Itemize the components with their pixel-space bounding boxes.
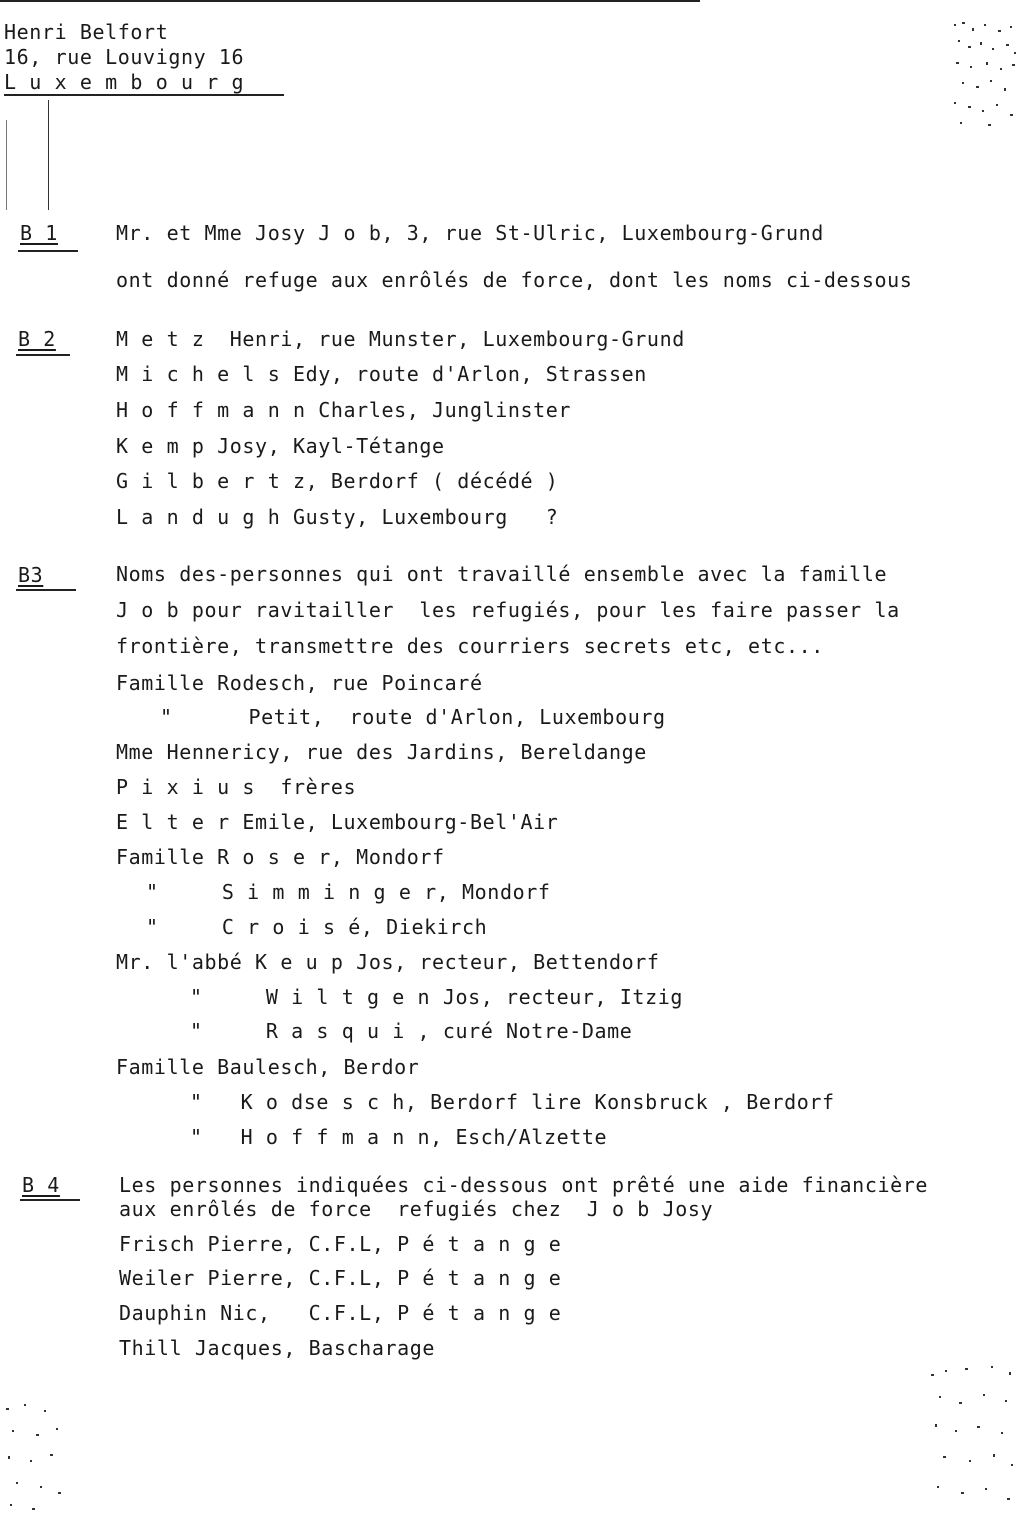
b4-intro-line: aux enrôlés de force refugiés chez J o b Josy [119,1197,714,1221]
b2-name: M e t z Henri, rue Munster, Luxembourg-Grund [116,327,685,351]
b4-name: Frisch Pierre, C.F.L, P é t a n g e [119,1232,562,1256]
b2-name: H o f f m a n n Charles, Junglinster [116,398,572,422]
margin-mark [48,100,49,210]
b3-entry: " W i l t g e n Jos, recteur, Itzig [190,985,683,1009]
b4-name: Weiler Pierre, C.F.L, P é t a n g e [119,1266,562,1290]
corner-stamp-top-right [950,18,1020,130]
b3-entry: " H o f f m a n n, Esch/Alzette [190,1125,608,1149]
b3-entry: " S i m m i n g e r, Mondorf [146,880,551,904]
b3-entry: " R a s q u i , curé Notre-Dame [190,1019,633,1043]
section-label-underline [18,250,78,252]
b1-line-1: Mr. et Mme Josy J o b, 3, rue St-Ulric, Luxembourg-Grund [116,221,824,245]
section-label-underline [16,589,76,591]
header-underline [4,94,284,96]
b3-entry: " Petit, route d'Arlon, Luxembourg [160,705,666,729]
section-label-b1: B 1 [20,221,58,245]
b3-entry: Famille Baulesch, Berdor [116,1055,420,1079]
b4-intro-line: Les personnes indiquées ci-dessous ont prêté une aide financière [119,1173,929,1197]
b2-name: G i l b e r t z, Berdorf ( décédé ) [116,469,559,493]
corner-stamp-bottom-right [925,1360,1020,1510]
b3-entry: Mme Hennericy, rue des Jardins, Bereldange [116,740,647,764]
section-label-b2: B 2 [18,327,56,351]
b3-entry: E l t e r Emile, Luxembourg-Bel'Air [116,810,559,834]
b1-line-2: ont donné refuge aux enrôlés de force, dont les noms ci-dessous [116,268,913,292]
b3-entry: P i x i u s frères [116,775,357,799]
b3-intro-line: frontière, transmettre des courriers secrets etc, etc... [116,634,824,658]
b3-entry: " C r o i s é, Diekirch [146,915,488,939]
b3-entry: Famille Rodesch, rue Poincaré [116,671,483,695]
section-label-underline [20,1199,80,1201]
b2-name: K e m p Josy, Kayl-Tétange [116,434,445,458]
b3-entry: Famille R o s e r, Mondorf [116,845,445,869]
corner-stamp-bottom-left [0,1400,70,1515]
sender-city: L u x e m b o u r g [4,70,245,94]
sender-name: Henri Belfort [4,20,169,44]
margin-mark [6,120,7,210]
b2-name: L a n d u g h Gusty, Luxembourg ? [116,505,559,529]
b3-intro-line: J o b pour ravitailler les refugiés, pour les faire passer la [116,598,900,622]
sender-street: 16, rue Louvigny 16 [4,45,245,69]
section-label-underline [16,354,70,356]
section-label-b4: B 4 [22,1173,60,1197]
b3-entry: " K o dse s c h, Berdorf lire Konsbruck , Berdorf [190,1090,835,1114]
b4-name: Dauphin Nic, C.F.L, P é t a n g e [119,1301,562,1325]
top-border-line [0,0,700,2]
b3-intro-line: Noms des-personnes qui ont travaillé ensemble avec la famille [116,562,888,586]
section-label-b3: B3 [18,563,44,587]
b4-name: Thill Jacques, Bascharage [119,1336,436,1360]
b2-name: M i c h e l s Edy, route d'Arlon, Strassen [116,362,647,386]
b3-entry: Mr. l'abbé K e u p Jos, recteur, Bettendorf [116,950,660,974]
